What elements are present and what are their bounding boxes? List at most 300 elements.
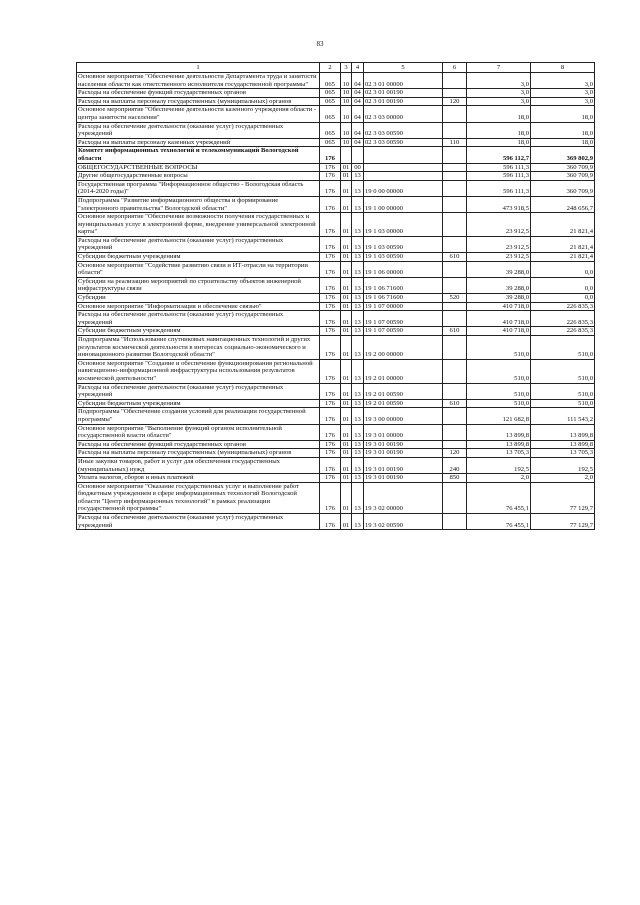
amount-col-8: 226 835,3 xyxy=(531,302,595,311)
table-row xyxy=(77,383,595,399)
expense-type-code xyxy=(443,359,467,383)
amount-col-8: 0,0 xyxy=(531,261,595,277)
section-code: 10 xyxy=(341,122,352,138)
expense-type-code xyxy=(443,277,467,293)
ved-code: 176 xyxy=(320,514,341,530)
ved-code: 176 xyxy=(320,261,341,277)
section-code: 01 xyxy=(341,327,352,336)
table-row xyxy=(77,261,595,277)
amount-col-7: 23 912,5 xyxy=(467,253,531,262)
ved-code: 176 xyxy=(320,180,341,196)
target-article-code: 02 3 01 00000 xyxy=(364,73,443,89)
ved-code: 176 xyxy=(320,147,341,163)
ved-code: 176 xyxy=(320,236,341,252)
ved-code: 176 xyxy=(320,253,341,262)
table-row xyxy=(77,474,595,483)
amount-col-8: 226 835,3 xyxy=(531,327,595,336)
ved-code: 065 xyxy=(320,138,341,147)
section-code: 01 xyxy=(341,236,352,252)
amount-col-8: 360 709,9 xyxy=(531,172,595,181)
row-name: Расходы на выплаты персоналу казенных учреждений xyxy=(77,138,320,147)
section-code: 01 xyxy=(341,277,352,293)
subsection-code: 13 xyxy=(352,253,364,262)
table-row xyxy=(77,408,595,424)
table-row xyxy=(77,253,595,262)
amount-col-8: 111 543,2 xyxy=(531,408,595,424)
expense-type-code: 610 xyxy=(443,399,467,408)
target-article-code xyxy=(364,147,443,163)
target-article-code: 19 3 00 00000 xyxy=(364,408,443,424)
subsection-code: 00 xyxy=(352,163,364,172)
section-code: 10 xyxy=(341,106,352,122)
expense-type-code: 610 xyxy=(443,253,467,262)
section-code: 01 xyxy=(341,311,352,327)
table-row xyxy=(77,440,595,449)
subsection-code: 13 xyxy=(352,261,364,277)
table-row xyxy=(77,163,595,172)
amount-col-7: 13 705,3 xyxy=(467,449,531,458)
section-code: 10 xyxy=(341,138,352,147)
target-article-code: 19 2 01 00000 xyxy=(364,359,443,383)
amount-col-7: 2,0 xyxy=(467,474,531,483)
section-code: 01 xyxy=(341,196,352,212)
amount-col-7: 121 682,8 xyxy=(467,408,531,424)
section-code: 01 xyxy=(341,359,352,383)
table-row xyxy=(77,294,595,303)
amount-col-7: 76 455,1 xyxy=(467,514,531,530)
subsection-code: 04 xyxy=(352,138,364,147)
subsection-code: 04 xyxy=(352,97,364,106)
ved-code: 176 xyxy=(320,440,341,449)
expense-type-code xyxy=(443,440,467,449)
row-name: Уплата налогов, сборов и иных платежей xyxy=(77,474,320,483)
amount-col-7: 510,0 xyxy=(467,383,531,399)
amount-col-7: 510,0 xyxy=(467,399,531,408)
subsection-code: 04 xyxy=(352,122,364,138)
amount-col-8: 510,0 xyxy=(531,399,595,408)
ved-code: 176 xyxy=(320,336,341,360)
target-article-code: 19 3 02 00590 xyxy=(364,514,443,530)
subsection-code: 13 xyxy=(352,424,364,440)
subsection-code: 04 xyxy=(352,106,364,122)
subsection-code: 13 xyxy=(352,236,364,252)
target-article-code: 19 3 01 00190 xyxy=(364,449,443,458)
expense-type-code xyxy=(443,236,467,252)
ved-code: 176 xyxy=(320,163,341,172)
amount-col-7: 192,5 xyxy=(467,457,531,473)
section-code: 01 xyxy=(341,163,352,172)
column-header: 5 xyxy=(364,63,443,73)
ved-code: 176 xyxy=(320,482,341,513)
section-code: 01 xyxy=(341,424,352,440)
target-article-code: 19 3 01 00190 xyxy=(364,457,443,473)
amount-col-7: 510,0 xyxy=(467,336,531,360)
subsection-code xyxy=(352,147,364,163)
section-code: 01 xyxy=(341,440,352,449)
target-article-code: 02 3 01 00190 xyxy=(364,97,443,106)
table-body xyxy=(77,73,595,530)
subsection-code: 13 xyxy=(352,213,364,237)
row-name: Расходы на выплаты персоналу государственных (муниципальных) органов xyxy=(77,449,320,458)
amount-col-7: 510,0 xyxy=(467,359,531,383)
ved-code: 065 xyxy=(320,73,341,89)
table-row xyxy=(77,172,595,181)
amount-col-7: 39 288,0 xyxy=(467,294,531,303)
row-name: Подпрограмма "Развитие информационного общества и формирование "электронного правительства" Вологодской области" xyxy=(77,196,320,212)
row-name: Расходы на выплаты персоналу государственных (муниципальных) органов xyxy=(77,97,320,106)
ved-code: 176 xyxy=(320,359,341,383)
expense-type-code xyxy=(443,482,467,513)
row-name: Субсидии xyxy=(77,294,320,303)
expense-type-code: 240 xyxy=(443,457,467,473)
target-article-code: 19 3 01 00000 xyxy=(364,424,443,440)
target-article-code: 19 1 07 00000 xyxy=(364,302,443,311)
section-code: 01 xyxy=(341,253,352,262)
table-row xyxy=(77,359,595,383)
expense-type-code: 610 xyxy=(443,327,467,336)
amount-col-8: 3,0 xyxy=(531,73,595,89)
expense-type-code xyxy=(443,383,467,399)
row-name: Основное мероприятие "Обеспечение деятельности Департамента труда и занятости населения области как ответственного исполнителя государственной программы" xyxy=(77,73,320,89)
target-article-code: 19 3 01 00190 xyxy=(364,474,443,483)
expense-type-code xyxy=(443,514,467,530)
table-row xyxy=(77,180,595,196)
ved-code: 176 xyxy=(320,457,341,473)
row-name: Расходы на обеспечение деятельности (оказание услуг) государственных учреждений xyxy=(77,122,320,138)
column-header: 3 xyxy=(341,63,352,73)
subsection-code: 13 xyxy=(352,474,364,483)
row-name: Расходы на обеспечение деятельности (оказание услуг) государственных учреждений xyxy=(77,383,320,399)
amount-col-7: 410 718,0 xyxy=(467,302,531,311)
expense-type-code: 120 xyxy=(443,449,467,458)
amount-col-8: 3,0 xyxy=(531,97,595,106)
amount-col-7: 23 912,5 xyxy=(467,236,531,252)
subsection-code: 04 xyxy=(352,89,364,98)
amount-col-7: 18,0 xyxy=(467,122,531,138)
target-article-code: 19 1 06 71600 xyxy=(364,294,443,303)
expense-type-code: 520 xyxy=(443,294,467,303)
subsection-code: 13 xyxy=(352,383,364,399)
table-row xyxy=(77,302,595,311)
amount-col-8: 248 656,7 xyxy=(531,196,595,212)
table-row xyxy=(77,277,595,293)
amount-col-7: 410 718,0 xyxy=(467,311,531,327)
amount-col-8: 3,0 xyxy=(531,89,595,98)
amount-col-8: 18,0 xyxy=(531,106,595,122)
section-code: 01 xyxy=(341,213,352,237)
ved-code: 065 xyxy=(320,122,341,138)
section-code: 01 xyxy=(341,302,352,311)
expense-type-code xyxy=(443,89,467,98)
target-article-code: 19 0 00 00000 xyxy=(364,180,443,196)
ved-code: 176 xyxy=(320,474,341,483)
column-header: 2 xyxy=(320,63,341,73)
amount-col-7: 18,0 xyxy=(467,106,531,122)
subsection-code: 13 xyxy=(352,440,364,449)
amount-col-8: 13 705,3 xyxy=(531,449,595,458)
ved-code: 176 xyxy=(320,408,341,424)
row-name: Основное мероприятие "Информатизация и обеспечение связью" xyxy=(77,302,320,311)
row-name: Расходы на обеспечение деятельности (оказание услуг) государственных учреждений xyxy=(77,236,320,252)
amount-col-8: 0,0 xyxy=(531,294,595,303)
section-code: 01 xyxy=(341,180,352,196)
amount-col-7: 23 912,5 xyxy=(467,213,531,237)
subsection-code: 13 xyxy=(352,359,364,383)
amount-col-8: 2,0 xyxy=(531,474,595,483)
subsection-code: 13 xyxy=(352,172,364,181)
amount-col-8: 21 821,4 xyxy=(531,213,595,237)
row-name: Другие общегосударственные вопросы xyxy=(77,172,320,181)
section-code: 10 xyxy=(341,73,352,89)
target-article-code: 19 3 01 00190 xyxy=(364,440,443,449)
amount-col-8: 510,0 xyxy=(531,359,595,383)
subsection-code: 13 xyxy=(352,196,364,212)
expense-type-code xyxy=(443,336,467,360)
table-header-row xyxy=(77,63,595,73)
row-name: Субсидии бюджетным учреждениям xyxy=(77,399,320,408)
expense-type-code xyxy=(443,106,467,122)
subsection-code: 13 xyxy=(352,311,364,327)
table-row xyxy=(77,236,595,252)
row-name: Государственная программа "Информационное общество - Вологодская область (2014-2020 годы)" xyxy=(77,180,320,196)
ved-code: 176 xyxy=(320,213,341,237)
row-name: Подпрограмма "Использование спутниковых навигационных технологий и других результатов космической деятельности в интересах социально-экономического и инновационного развития Вологодской области" xyxy=(77,336,320,360)
expense-type-code xyxy=(443,180,467,196)
expense-type-code xyxy=(443,213,467,237)
target-article-code: 19 1 03 00590 xyxy=(364,236,443,252)
amount-col-8: 360 709,9 xyxy=(531,163,595,172)
subsection-code: 13 xyxy=(352,514,364,530)
target-article-code: 19 1 07 00590 xyxy=(364,311,443,327)
amount-col-7: 596 111,3 xyxy=(467,180,531,196)
amount-col-7: 410 718,0 xyxy=(467,327,531,336)
section-code: 01 xyxy=(341,383,352,399)
amount-col-7: 3,0 xyxy=(467,73,531,89)
target-article-code xyxy=(364,163,443,172)
column-header: 6 xyxy=(443,63,467,73)
ved-code: 176 xyxy=(320,172,341,181)
row-name: Иные закупки товаров, работ и услуг для обеспечения государственных (муниципальных) нужд xyxy=(77,457,320,473)
target-article-code: 02 3 03 00590 xyxy=(364,122,443,138)
table-row xyxy=(77,196,595,212)
ved-code: 176 xyxy=(320,302,341,311)
subsection-code: 13 xyxy=(352,180,364,196)
target-article-code: 19 1 06 71600 xyxy=(364,277,443,293)
target-article-code: 19 1 03 00590 xyxy=(364,253,443,262)
row-name: ОБЩЕГОСУДАРСТВЕННЫЕ ВОПРОСЫ xyxy=(77,163,320,172)
section-code: 01 xyxy=(341,449,352,458)
table-row xyxy=(77,449,595,458)
amount-col-8: 0,0 xyxy=(531,277,595,293)
amount-col-7: 39 288,0 xyxy=(467,261,531,277)
expense-type-code xyxy=(443,163,467,172)
table-row xyxy=(77,213,595,237)
amount-col-7: 596 111,3 xyxy=(467,163,531,172)
table-row xyxy=(77,138,595,147)
section-code: 01 xyxy=(341,399,352,408)
subsection-code: 13 xyxy=(352,399,364,408)
amount-col-7: 596 112,7 xyxy=(467,147,531,163)
ved-code: 176 xyxy=(320,399,341,408)
table-row xyxy=(77,73,595,89)
target-article-code: 19 2 01 00590 xyxy=(364,399,443,408)
column-header: 8 xyxy=(531,63,595,73)
amount-col-8: 226 835,3 xyxy=(531,311,595,327)
expense-type-code xyxy=(443,424,467,440)
ved-code: 176 xyxy=(320,196,341,212)
amount-col-8: 192,5 xyxy=(531,457,595,473)
amount-col-8: 21 821,4 xyxy=(531,236,595,252)
expense-type-code xyxy=(443,196,467,212)
amount-col-8: 21 821,4 xyxy=(531,253,595,262)
target-article-code: 02 3 01 00190 xyxy=(364,89,443,98)
row-name: Основное мероприятие "Выполнение функций органом исполнительной государственной власти области" xyxy=(77,424,320,440)
subsection-code: 13 xyxy=(352,408,364,424)
row-name: Субсидии на реализацию мероприятий по строительству объектов инженерной инфраструктуры связи xyxy=(77,277,320,293)
amount-col-8: 510,0 xyxy=(531,383,595,399)
ved-code: 176 xyxy=(320,277,341,293)
row-name: Основное мероприятие "Оказание государственных услуг и выполнение работ бюджетным учреждением в сфере информационных технологий Вологодской области "Центр информационных технологий" в рамках реализации государственной программы" xyxy=(77,482,320,513)
expense-type-code xyxy=(443,408,467,424)
section-code: 01 xyxy=(341,172,352,181)
row-name: Расходы на обеспечение функций государственных органов xyxy=(77,89,320,98)
table-row xyxy=(77,89,595,98)
target-article-code: 02 3 03 00000 xyxy=(364,106,443,122)
target-article-code: 19 3 02 00000 xyxy=(364,482,443,513)
ved-code: 065 xyxy=(320,106,341,122)
subsection-code: 04 xyxy=(352,73,364,89)
section-code: 01 xyxy=(341,294,352,303)
table-row xyxy=(77,106,595,122)
section-code: 01 xyxy=(341,457,352,473)
column-header: 7 xyxy=(467,63,531,73)
table-row xyxy=(77,424,595,440)
subsection-code: 13 xyxy=(352,449,364,458)
target-article-code: 02 3 03 00590 xyxy=(364,138,443,147)
expense-type-code: 120 xyxy=(443,97,467,106)
row-name: Подпрограмма "Обеспечение создания условий для реализации государственной программы" xyxy=(77,408,320,424)
ved-code: 176 xyxy=(320,327,341,336)
ved-code: 176 xyxy=(320,294,341,303)
ved-code: 065 xyxy=(320,97,341,106)
amount-col-8: 18,0 xyxy=(531,122,595,138)
budget-table xyxy=(76,62,595,530)
section-code: 10 xyxy=(341,89,352,98)
amount-col-7: 13 899,8 xyxy=(467,440,531,449)
table-row xyxy=(77,327,595,336)
amount-col-7: 3,0 xyxy=(467,89,531,98)
target-article-code xyxy=(364,172,443,181)
subsection-code: 13 xyxy=(352,294,364,303)
row-name: Расходы на обеспечение деятельности (оказание услуг) государственных учреждений xyxy=(77,311,320,327)
subsection-code: 13 xyxy=(352,277,364,293)
expense-type-code: 850 xyxy=(443,474,467,483)
target-article-code: 19 1 06 00000 xyxy=(364,261,443,277)
row-name: Основное мероприятие "Содействие развитию связи и ИТ-отрасли на территории области" xyxy=(77,261,320,277)
expense-type-code xyxy=(443,73,467,89)
section-code: 01 xyxy=(341,408,352,424)
subsection-code: 13 xyxy=(352,336,364,360)
amount-col-7: 596 111,3 xyxy=(467,172,531,181)
amount-col-8: 77 129,7 xyxy=(531,514,595,530)
expense-type-code xyxy=(443,172,467,181)
expense-type-code: 110 xyxy=(443,138,467,147)
target-article-code: 19 2 00 00000 xyxy=(364,336,443,360)
target-article-code: 19 1 03 00000 xyxy=(364,213,443,237)
amount-col-7: 473 918,5 xyxy=(467,196,531,212)
section-code: 01 xyxy=(341,336,352,360)
amount-col-7: 39 288,0 xyxy=(467,277,531,293)
row-name: Основное мероприятие "Обеспечение деятельности казенного учреждения области - центра занятости населения" xyxy=(77,106,320,122)
ved-code: 176 xyxy=(320,311,341,327)
amount-col-7: 76 455,1 xyxy=(467,482,531,513)
target-article-code: 19 1 07 00590 xyxy=(364,327,443,336)
amount-col-7: 18,0 xyxy=(467,138,531,147)
column-header: 1 xyxy=(77,63,320,73)
amount-col-7: 3,0 xyxy=(467,97,531,106)
expense-type-code xyxy=(443,302,467,311)
section-code: 01 xyxy=(341,261,352,277)
row-name: Комитет информационных технологий и телекоммуникаций Вологодской области xyxy=(77,147,320,163)
subsection-code: 13 xyxy=(352,302,364,311)
table-row xyxy=(77,122,595,138)
expense-type-code xyxy=(443,261,467,277)
ved-code: 176 xyxy=(320,383,341,399)
table-row xyxy=(77,336,595,360)
row-name: Субсидии бюджетным учреждениям xyxy=(77,327,320,336)
column-header: 4 xyxy=(352,63,364,73)
amount-col-8: 13 899,8 xyxy=(531,440,595,449)
section-code: 01 xyxy=(341,474,352,483)
amount-col-8: 369 802,9 xyxy=(531,147,595,163)
amount-col-8: 18,0 xyxy=(531,138,595,147)
section-code xyxy=(341,147,352,163)
subsection-code: 13 xyxy=(352,482,364,513)
amount-col-7: 13 899,8 xyxy=(467,424,531,440)
amount-col-8: 360 709,9 xyxy=(531,180,595,196)
table-row xyxy=(77,457,595,473)
ved-code: 176 xyxy=(320,449,341,458)
target-article-code: 19 1 00 00000 xyxy=(364,196,443,212)
subsection-code: 13 xyxy=(352,457,364,473)
row-name: Расходы на обеспечение функций государственных органов xyxy=(77,440,320,449)
table-row xyxy=(77,399,595,408)
section-code: 10 xyxy=(341,97,352,106)
row-name: Основное мероприятие "Обеспечение возможности получения государственных и муниципальных услуг в электронной форме, внедрение универсальной электронной карты" xyxy=(77,213,320,237)
expense-type-code xyxy=(443,311,467,327)
section-code: 01 xyxy=(341,482,352,513)
target-article-code: 19 2 01 00590 xyxy=(364,383,443,399)
amount-col-8: 77 129,7 xyxy=(531,482,595,513)
row-name: Субсидии бюджетным учреждениям xyxy=(77,253,320,262)
section-code: 01 xyxy=(341,514,352,530)
subsection-code: 13 xyxy=(352,327,364,336)
table-row xyxy=(77,311,595,327)
expense-type-code xyxy=(443,147,467,163)
ved-code: 065 xyxy=(320,89,341,98)
table-row xyxy=(77,147,595,163)
row-name: Основное мероприятие "Создание и обеспечение функционирования региональной навигационно-информационной инфраструктуры использования результатов космической деятельности" xyxy=(77,359,320,383)
ved-code: 176 xyxy=(320,424,341,440)
table-row xyxy=(77,97,595,106)
amount-col-8: 13 899,8 xyxy=(531,424,595,440)
amount-col-8: 510,0 xyxy=(531,336,595,360)
table-row xyxy=(77,514,595,530)
row-name: Расходы на обеспечение деятельности (оказание услуг) государственных учреждений xyxy=(77,514,320,530)
table-row xyxy=(77,482,595,513)
expense-type-code xyxy=(443,122,467,138)
page-number: 83 xyxy=(316,40,324,48)
